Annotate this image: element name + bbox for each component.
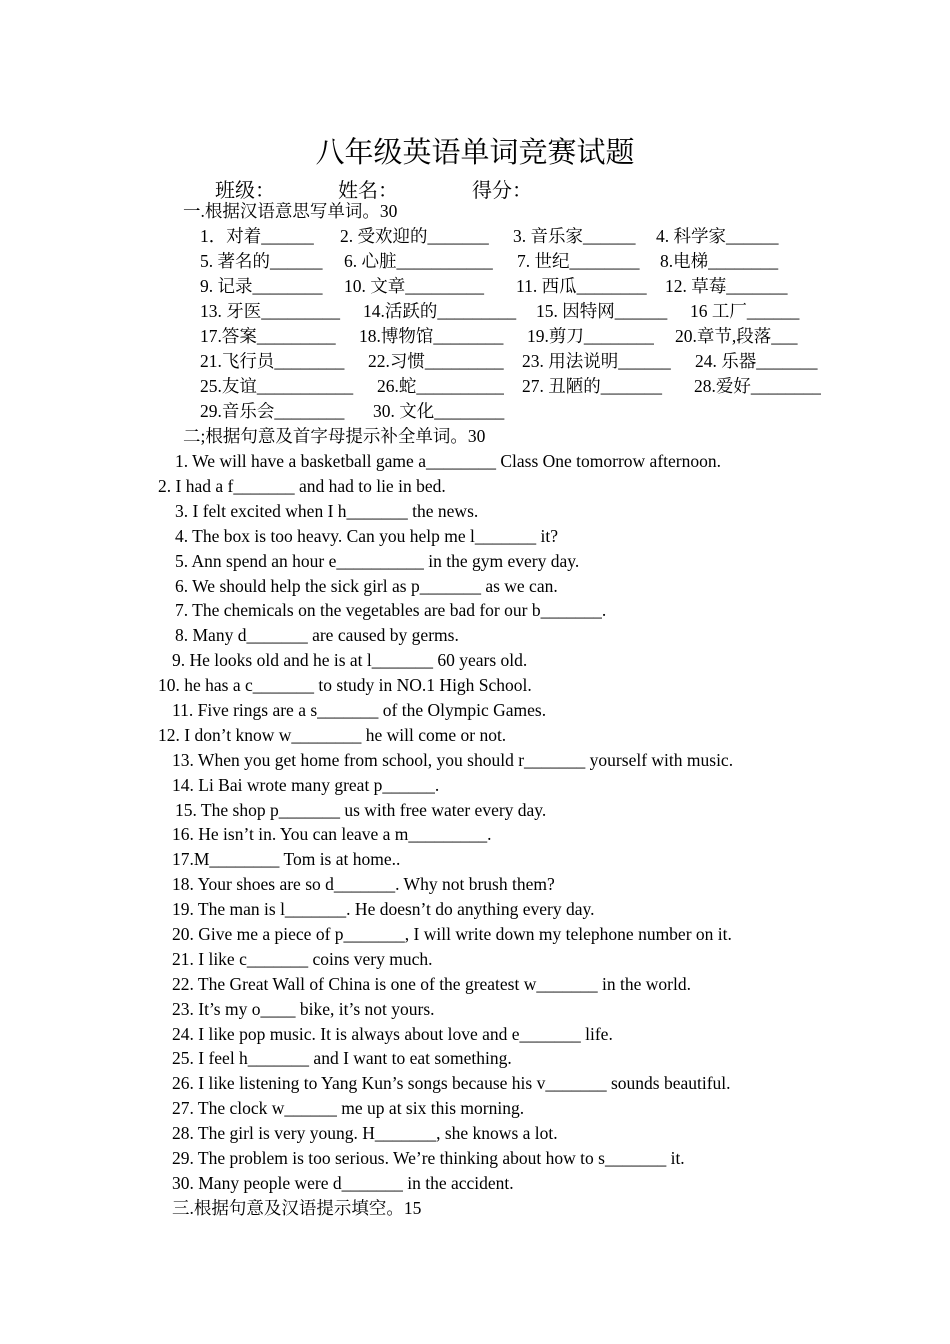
- sentence-item: 9. He looks old and he is at l_______ 60 years old.: [172, 650, 528, 670]
- sentence-item: 26. I like listening to Yang Kun’s songs because his v_______ sounds beautiful.: [172, 1073, 731, 1093]
- sentence-item: 1. We will have a basketball game a________ Class One tomorrow afternoon.: [175, 451, 721, 471]
- vocab-item: 14.活跃的_________: [363, 301, 517, 321]
- vocab-item: 16 工厂______: [690, 301, 800, 321]
- sentence-item: 6. We should help the sick girl as p_______ as we can.: [175, 576, 558, 596]
- vocab-item: 26.蛇__________: [377, 376, 504, 396]
- vocab-item: 18.博物馆________: [359, 326, 504, 346]
- sentence-item: 13. When you get home from school, you should r_______ yourself with music.: [172, 750, 734, 770]
- sentence-item: 14. Li Bai wrote many great p______.: [172, 775, 440, 795]
- vocab-item: 15. 因特网______: [536, 301, 668, 321]
- sentence-item: 21. I like c_______ coins very much.: [172, 949, 433, 969]
- section3-heading: 三.根据句意及汉语提示填空。15: [172, 1198, 422, 1218]
- vocab-item: 1．对着______: [200, 226, 314, 246]
- section1-heading: 一.根据汉语意思写单词。30: [183, 201, 398, 221]
- sentence-item: 19. The man is l_______. He doesn’t do anything every day.: [172, 899, 595, 919]
- vocab-item: 29.音乐会________: [200, 401, 345, 421]
- sentence-item: 30. Many people were d_______ in the accident.: [172, 1173, 514, 1193]
- sentence-item: 17.M________ Tom is at home..: [172, 849, 401, 869]
- sentence-item: 5. Ann spend an hour e__________ in the gym every day.: [175, 551, 580, 571]
- sentence-item: 2. I had a f_______ and had to lie in bed.: [158, 476, 446, 496]
- vocab-item: 20.章节,段落___: [675, 326, 798, 346]
- vocab-item: 23. 用法说明______: [522, 351, 671, 371]
- vocab-item: 30. 文化________: [373, 401, 505, 421]
- vocab-item: 6. 心脏___________: [344, 251, 493, 271]
- sentence-item: 7. The chemicals on the vegetables are bad for our b_______.: [175, 600, 607, 620]
- sentence-item: 16. He isn’t in. You can leave a m_________.: [172, 824, 492, 844]
- vocab-item: 5. 著名的______: [200, 251, 323, 271]
- vocab-item: 2. 受欢迎的_______: [340, 226, 489, 246]
- sentence-item: 22. The Great Wall of China is one of the greatest w_______ in the world.: [172, 974, 691, 994]
- section2-heading: 二;根据句意及首字母提示补全单词。30: [183, 426, 486, 446]
- vocab-item: 22.习惯_________: [368, 351, 504, 371]
- page-title: 八年级英语单词竞赛试题: [315, 137, 635, 169]
- sentence-item: 3. I felt excited when I h_______ the news.: [175, 501, 479, 521]
- name-label: 姓名：: [338, 180, 398, 202]
- sentence-item: 29. The problem is too serious. We’re thinking about how to s_______ it.: [172, 1148, 685, 1168]
- vocab-item: 3. 音乐家______: [513, 226, 636, 246]
- sentence-item: 20. Give me a piece of p_______, I will write down my telephone number on it.: [172, 924, 732, 944]
- sentence-item: 10. he has a c_______ to study in NO.1 High School.: [158, 675, 532, 695]
- sentence-item: 28. The girl is very young. H_______, she knows a lot.: [172, 1123, 558, 1143]
- vocab-item: 19.剪刀________: [527, 326, 654, 346]
- vocab-item: 13. 牙医_________: [200, 301, 340, 321]
- vocab-item: 12. 草莓_______: [665, 276, 788, 296]
- vocab-item: 10. 文章_________: [344, 276, 484, 296]
- class-label: 班级：: [215, 180, 275, 202]
- vocab-item: 27. 丑陋的_______: [522, 376, 662, 396]
- score-label: 得分：: [472, 180, 532, 202]
- sentence-item: 24. I like pop music. It is always about love and e_______ life.: [172, 1024, 613, 1044]
- vocab-item: 8.电梯________: [660, 251, 779, 271]
- sentence-item: 11. Five rings are a s_______ of the Olympic Games.: [172, 700, 547, 720]
- sentence-item: 18. Your shoes are so d_______. Why not brush them?: [172, 874, 555, 894]
- vocab-item: 25.友谊___________: [200, 376, 354, 396]
- sentence-item: 15. The shop p_______ us with free water every day.: [175, 800, 547, 820]
- sentence-item: 27. The clock w______ me up at six this morning.: [172, 1098, 525, 1118]
- sentence-item: 8. Many d_______ are caused by germs.: [175, 625, 459, 645]
- sentence-item: 25. I feel h_______ and I want to eat something.: [172, 1048, 512, 1068]
- sentence-item: 4. The box is too heavy. Can you help me l_______ it?: [175, 526, 559, 546]
- vocab-item: 21.飞行员________: [200, 351, 345, 371]
- sentence-item: 23. It’s my o____ bike, it’s not yours.: [172, 999, 435, 1019]
- sentence-item: 12. I don’t know w________ he will come or not.: [158, 725, 507, 745]
- vocab-item: 7. 世纪________: [517, 251, 640, 271]
- vocab-item: 17.答案_________: [200, 326, 336, 346]
- vocab-item: 4. 科学家______: [656, 226, 779, 246]
- vocab-item: 11. 西瓜________: [516, 276, 647, 296]
- vocab-item: 28.爱好________: [694, 376, 821, 396]
- vocab-item: 24. 乐器_______: [695, 351, 818, 371]
- vocab-item: 9. 记录________: [200, 276, 323, 296]
